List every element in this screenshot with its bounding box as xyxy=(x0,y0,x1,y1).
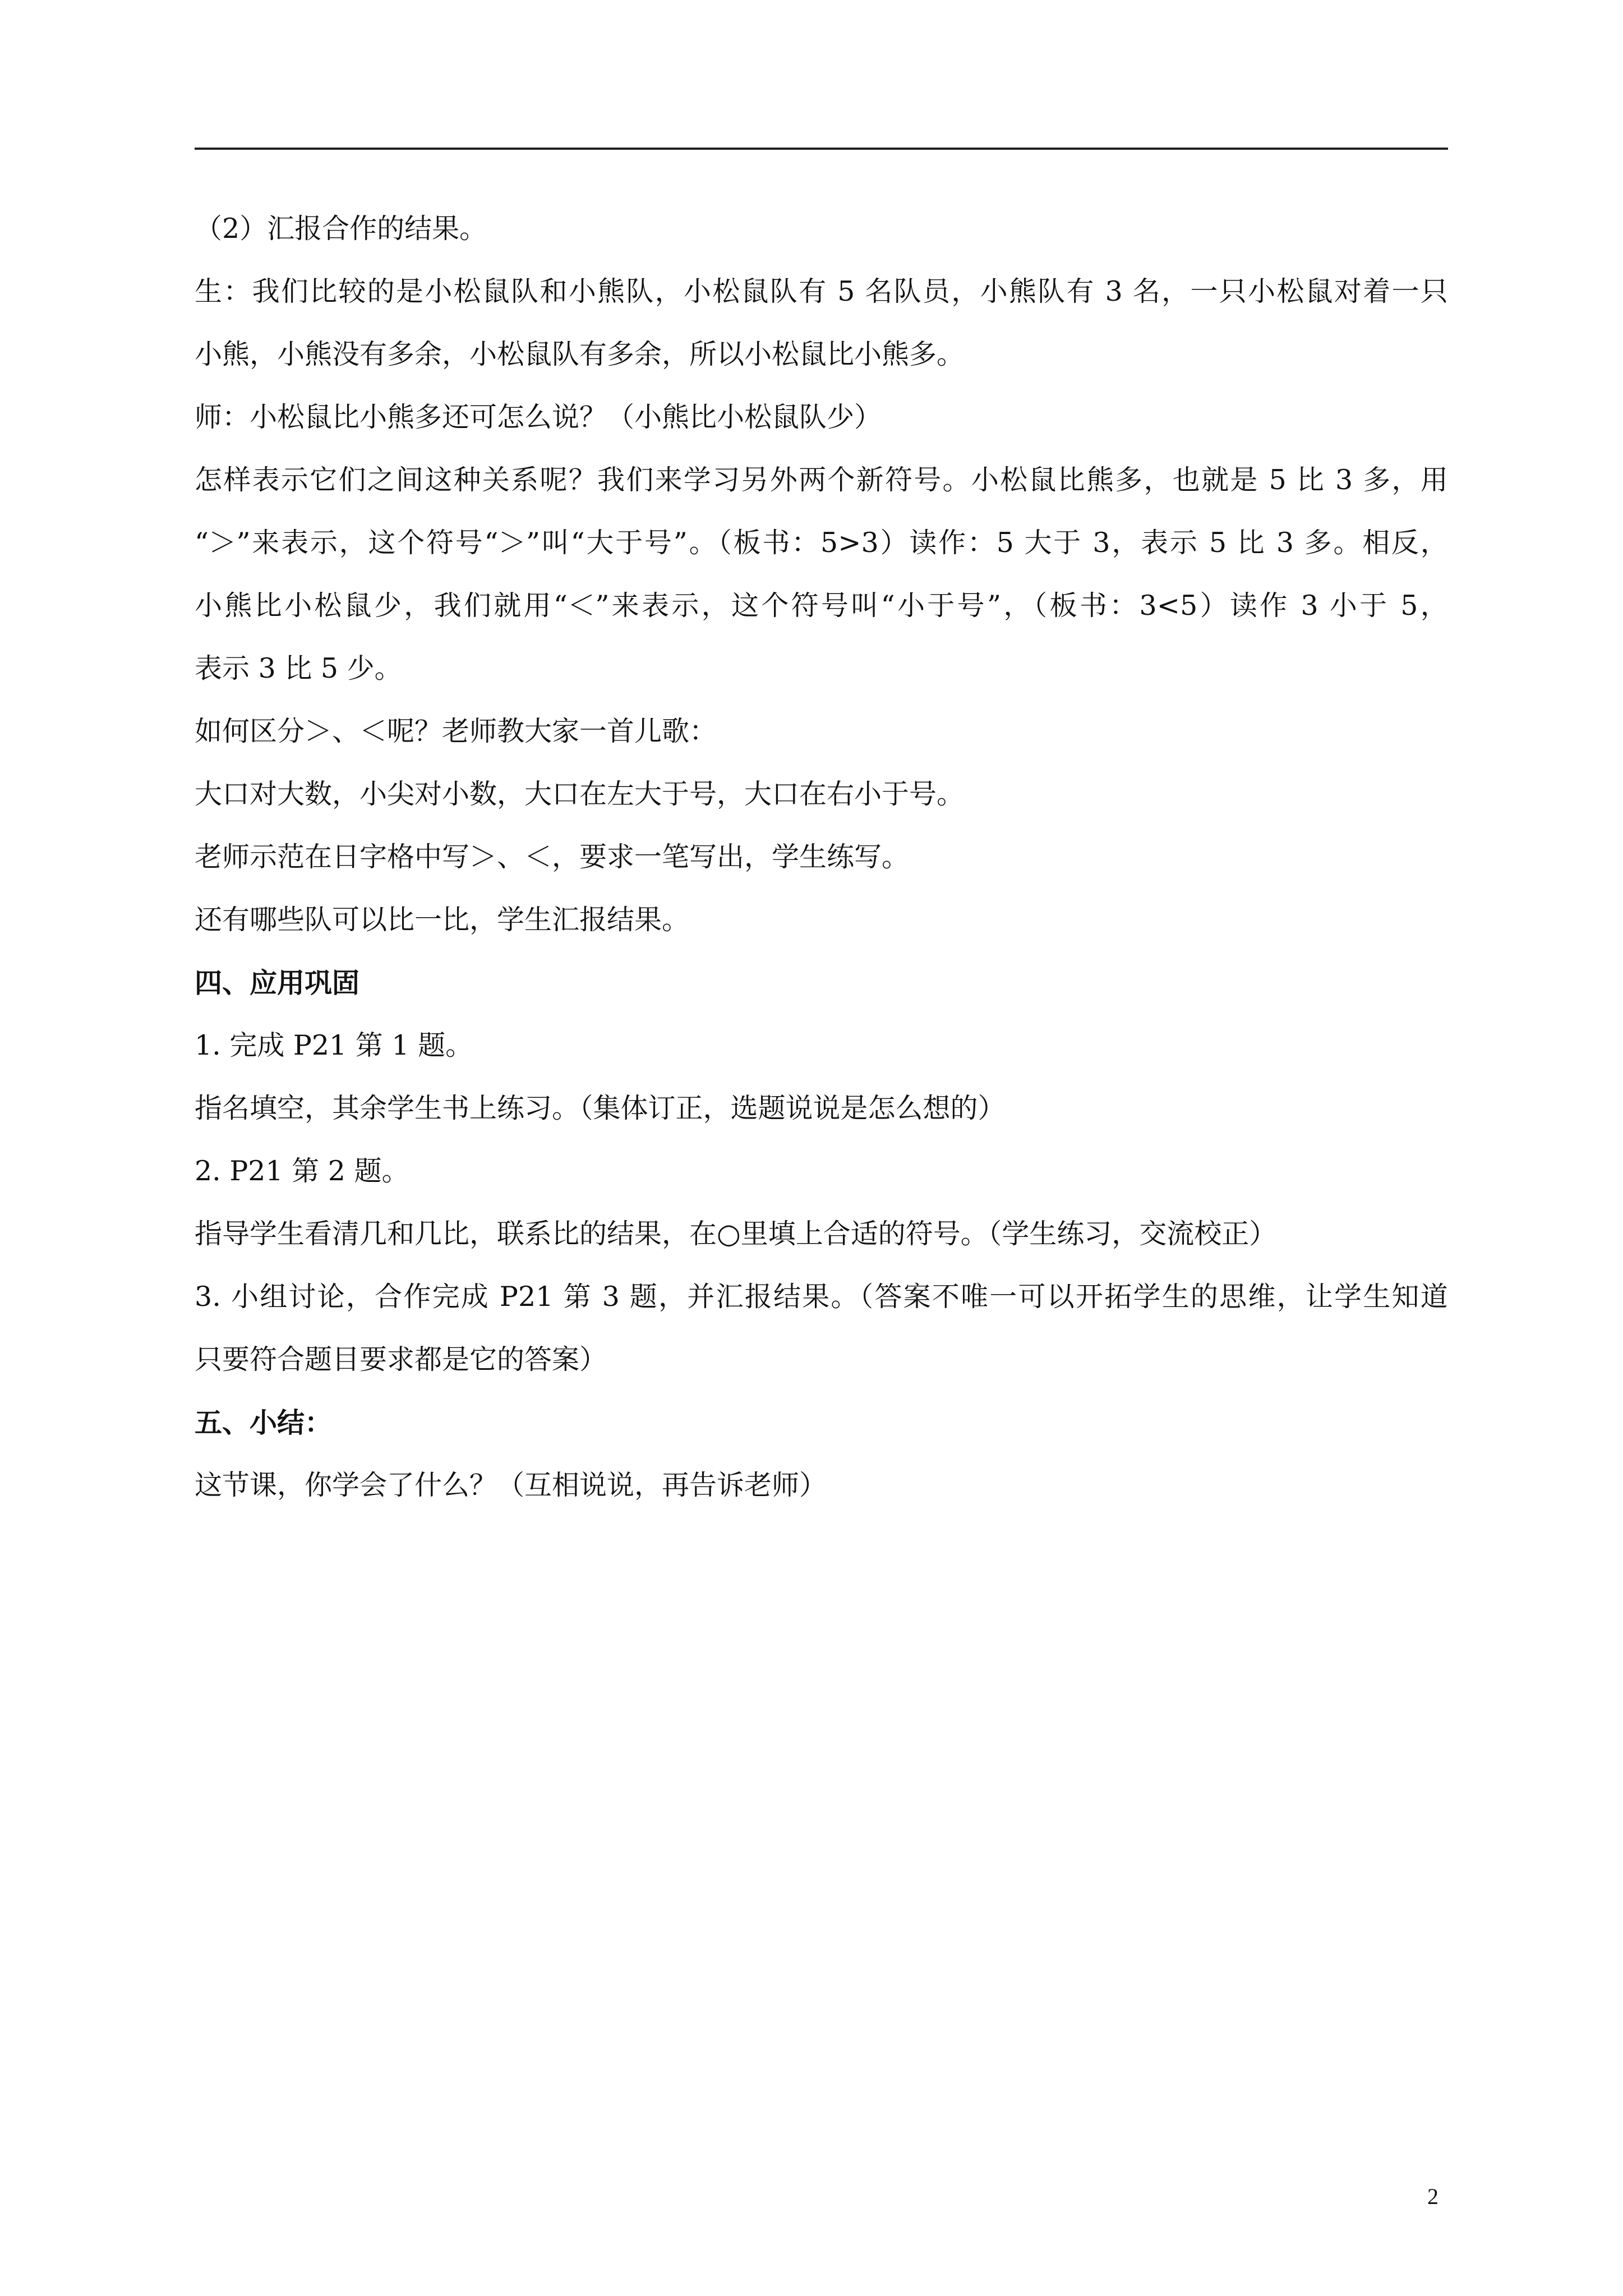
paragraph-line: 1. 完成 P21 第 1 题。 xyxy=(195,1029,473,1061)
paragraph-line: 还有哪些队可以比一比，学生汇报结果。 xyxy=(195,904,690,936)
header-rule xyxy=(195,148,1448,150)
paragraph-line: 3. 小组讨论，合作完成 P21 第 3 题，并汇报结果。（答案不唯一可以开拓学生的思维，让学生知道 xyxy=(195,1281,1448,1313)
paragraph-line: 指导学生看清几和几比，联系比的结果，在○里填上合适的符号。（学生练习，交流校正） xyxy=(195,1218,1277,1250)
paragraph-line: 生：我们比较的是小松鼠队和小熊队，小松鼠队有 5 名队员，小熊队有 3 名，一只小松鼠对着一只 xyxy=(195,275,1448,307)
paragraph-line: 指名填空，其余学生书上练习。（集体订正，选题说说是怎么想的） xyxy=(195,1092,1006,1124)
paragraph-line: 2. P21 第 2 题。 xyxy=(195,1155,409,1187)
paragraph-line: 怎样表示它们之间这种关系呢？我们来学习另外两个新符号。小松鼠比熊多，也就是 5 比 3 多，用 xyxy=(195,464,1448,496)
paragraph-line: 小熊，小熊没有多余，小松鼠队有多余，所以小松鼠比小熊多。 xyxy=(195,338,965,370)
section-heading: 四、应用巩固 xyxy=(195,967,360,999)
section-heading: 五、小结： xyxy=(195,1406,333,1439)
page-number: 2 xyxy=(1427,2184,1438,2209)
paragraph-line: 只要符合题目要求都是它的答案） xyxy=(195,1343,607,1375)
paragraph-line: 师：小松鼠比小熊多还可怎么说？（小熊比小松鼠队少） xyxy=(195,401,882,433)
paragraph-line: 大口对大数，小尖对小数，大口在左大于号，大口在右小于号。 xyxy=(195,778,965,810)
paragraph-line: 这节课，你学会了什么？（互相说说，再告诉老师） xyxy=(195,1469,827,1501)
paragraph-line: （2）汇报合作的结果。 xyxy=(195,213,487,245)
paragraph-line: 表示 3 比 5 少。 xyxy=(195,652,402,684)
paragraph-line: 小熊比小松鼠少，我们就用“＜”来表示，这个符号叫“小于号”，（板书：3<5）读作 3 小于 5， xyxy=(195,590,1448,622)
paragraph-line: 如何区分＞、＜呢？老师教大家一首儿歌： xyxy=(195,715,717,747)
document-body xyxy=(195,212,1448,1531)
paragraph-line: 老师示范在日字格中写＞、＜，要求一笔写出，学生练写。 xyxy=(195,841,910,873)
paragraph-line: “＞”来表示，这个符号“＞”叫“大于号”。（板书：5>3）读作：5 大于 3，表示 5 比 3 多。相反， xyxy=(195,527,1448,559)
